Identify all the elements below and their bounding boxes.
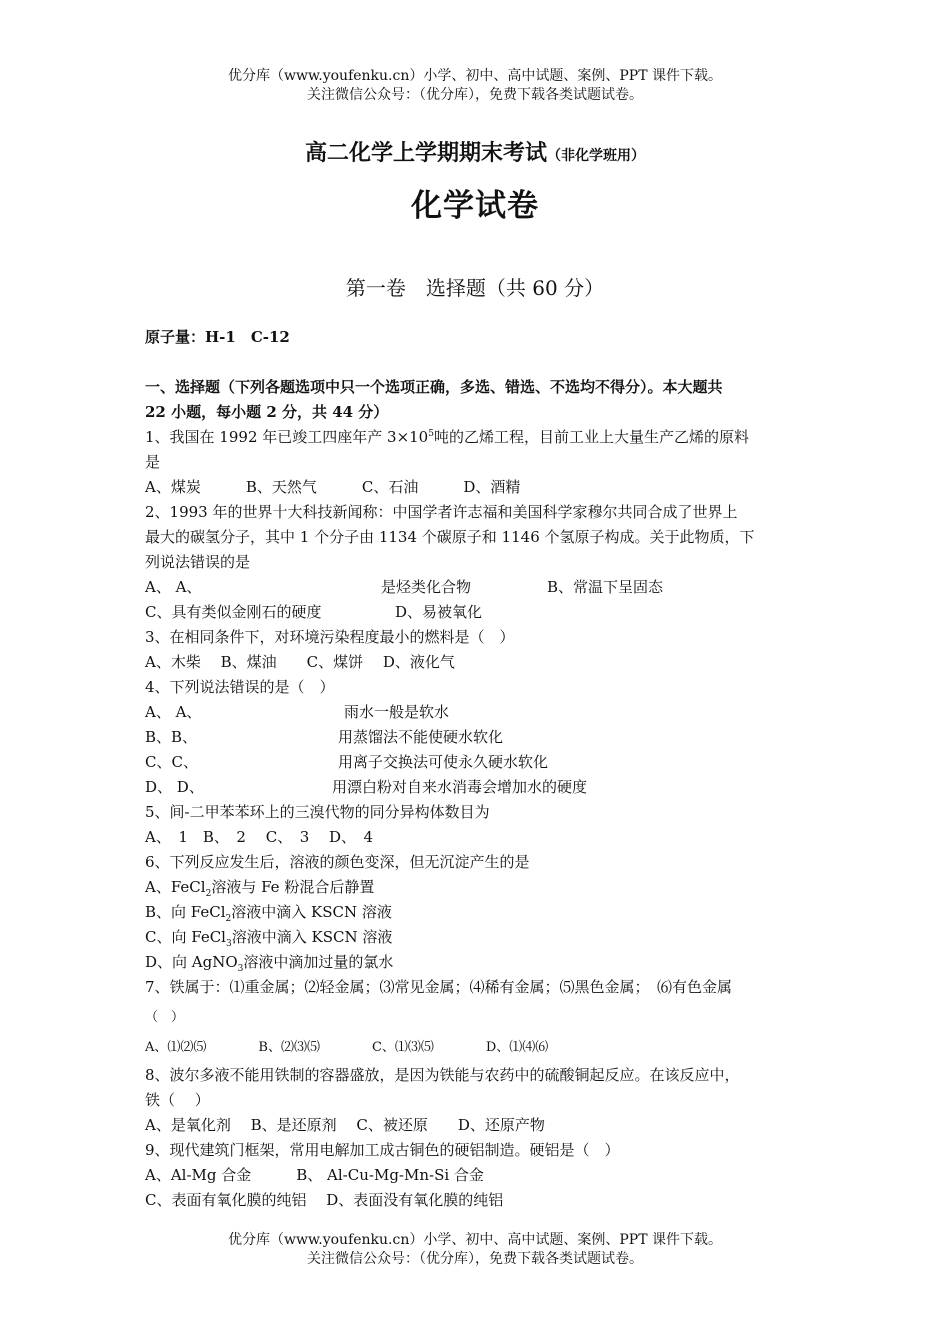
q9-options-1: A、Al-Mg 合金 B、 Al-Cu-Mg-Mn-Si 合金: [145, 1166, 484, 1184]
header-line-1: 优分库（www.youfenku.cn）小学、初中、高中试题、案例、PPT 课件下载。: [227, 68, 722, 84]
q2-option-a: 是烃类化合物: [381, 578, 472, 596]
q2-option-c: C、具有类似金刚石的硬度: [145, 603, 322, 621]
q2-option-b: B、常温下呈固态: [547, 578, 664, 596]
q2-line-2: 最大的碳氢分子，其中 1 个分子由 1134 个碳原子和 1146 个氢原子构成。关于此物质，下: [145, 528, 755, 546]
exam-title: 高二化学上学期期末考试（非化学班用）: [304, 140, 645, 166]
q8-line-2: 铁（ ）: [145, 1091, 210, 1109]
atomic-mass: 原子量：H-1 C-12: [145, 328, 290, 346]
q6-option-b: B、向 FeCl$_2$溶液中滴入 KSCN 溶液: [145, 903, 392, 924]
q6-option-d: D、向 AgNO$_3$溶液中滴加过量的氯水: [145, 953, 394, 974]
q1-stem-cont: 是: [145, 453, 161, 471]
exam-subtitle: 化学试卷: [411, 188, 539, 224]
q9-options-2: C、表面有氧化膜的纯铝 D、表面没有氧化膜的纯铝: [145, 1191, 504, 1209]
q4-option-d-prefix: D、 D、: [145, 778, 204, 796]
header-line-2: 关注微信公众号：（优分库），免费下载各类试题试卷。: [307, 87, 643, 103]
exam-title-note: （非化学班用）: [547, 148, 645, 164]
q4-option-a-prefix: A、 A、: [145, 703, 202, 721]
q6-option-c: C、向 FeCl$_3$溶液中滴入 KSCN 溶液: [145, 928, 393, 949]
q5-stem: 5、间-二甲苯苯环上的三溴代物的同分异构体数目为: [145, 803, 490, 821]
q6-stem: 6、下列反应发生后，溶液的颜色变深，但无沉淀产生的是: [145, 853, 530, 871]
section-heading: 第一卷 选择题（共 60 分）: [345, 276, 605, 300]
instruction-line-2: 22 小题，每小题 2 分，共 44 分）: [145, 403, 389, 421]
q7-paren: （ ）: [145, 1010, 185, 1025]
q4-option-b-prefix: B、B、: [145, 728, 198, 746]
q8-line-1: 8、波尔多液不能用铁制的容器盛放，是因为铁能与农药中的硫酸铜起反应。在该反应中，: [145, 1066, 740, 1084]
footer-line-1: 优分库（www.youfenku.cn）小学、初中、高中试题、案例、PPT 课件下载。: [227, 1232, 722, 1248]
q7-options: A、⑴⑵⑸ B、⑵⑶⑸ C、⑴⑶⑸ D、⑴⑷⑹: [145, 1040, 549, 1055]
q2-line-3: 列说法错误的是: [145, 553, 251, 571]
q3-options: A、木柴 B、煤油 C、煤饼 D、液化气: [145, 653, 455, 671]
q4-stem: 4、下列说法错误的是（ ）: [145, 678, 335, 696]
instruction-line-1: 一、选择题（下列各题选项中只一个选项正确，多选、错选、不选均不得分）。本大题共: [145, 378, 723, 396]
q2-option-a-prefix: A、 A、: [145, 578, 202, 596]
q1-stem: 1、我国在 1992 年已竣工四座年产 $3\times 10^5$吨的乙烯工程，目前工业上大量生产乙烯的原料: [145, 428, 749, 446]
q8-options: A、是氧化剂 B、是还原剂 C、被还原 D、还原产物: [145, 1116, 545, 1134]
q9-stem: 9、现代建筑门框架，常用电解加工成古铜色的硬铝制造。硬铝是（ ）: [145, 1141, 620, 1159]
q7-stem: 7、铁属于：⑴重金属；⑵轻金属；⑶常见金属；⑷稀有金属；⑸黑色金属； ⑹有色金属: [145, 978, 733, 996]
q4-option-c-prefix: C、C、: [145, 753, 198, 771]
q4-option-c: 用离子交换法可使永久硬水软化: [338, 753, 549, 771]
q4-option-a: 雨水一般是软水: [344, 703, 450, 721]
footer-line-2: 关注微信公众号：（优分库），免费下载各类试题试卷。: [307, 1251, 643, 1267]
q4-option-d: 用漂白粉对自来水消毒会增加水的硬度: [332, 778, 588, 796]
q3-stem: 3、在相同条件下，对环境污染程度最小的燃料是（ ）: [145, 628, 515, 646]
q6-option-a: A、FeCl$_2$溶液与 Fe 粉混合后静置: [145, 878, 375, 899]
q5-options: A、 1 B、 2 C、 3 D、 4: [145, 828, 374, 846]
q1-options: A、煤炭 B、天然气 C、石油 D、酒精: [145, 478, 521, 496]
q2-option-d: D、易被氧化: [395, 603, 483, 621]
q4-option-b: 用蒸馏法不能使硬水软化: [338, 728, 504, 746]
q2-line-1: 2、1993 年的世界十大科技新闻称：中国学者许志福和美国科学家穆尔共同合成了世界上: [145, 503, 738, 521]
